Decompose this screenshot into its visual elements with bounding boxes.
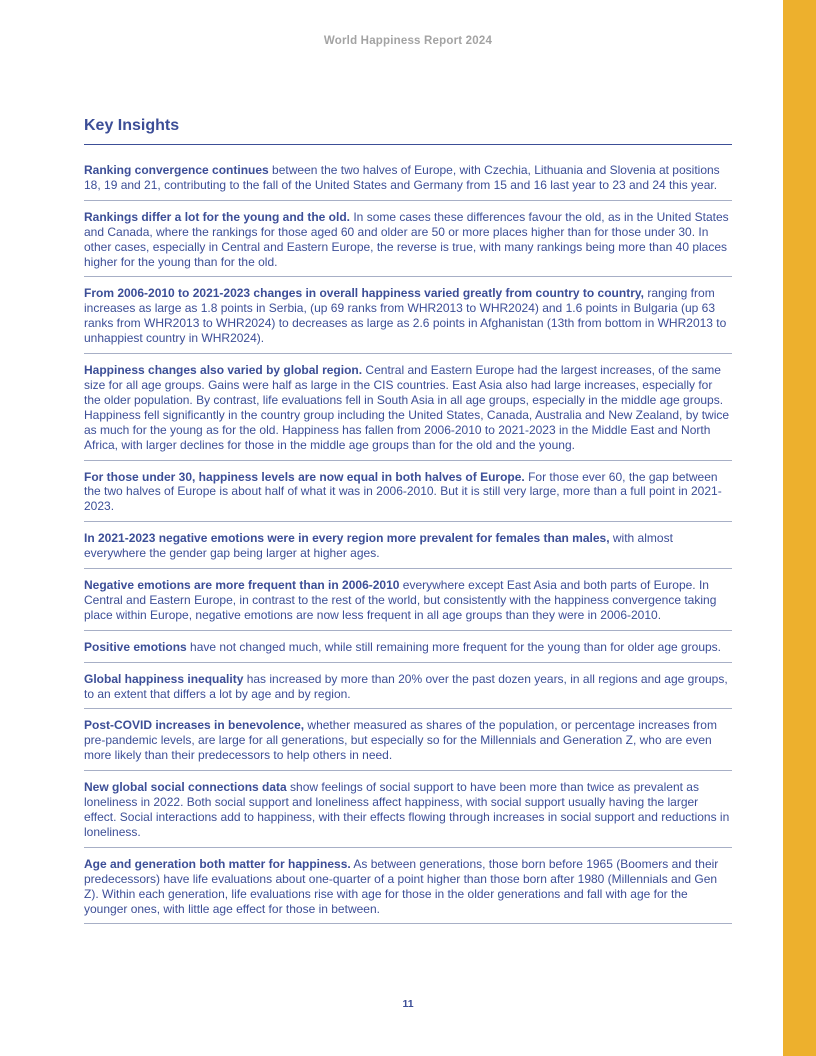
insight-item [84,640,732,663]
insight-body: Central and Eastern Europe had the largest increases, of the same size for all age groups. Gains were half as large in the CIS countries. East Asia also had large increases, especially for the older population. By contrast, life evaluations fell in South Asia in all age groups, especially in the middle age groups. Happiness fell significantly in the country group including the United States, Canada, Australia and New Zealand, by twice as much for the young as for the old. Happiness has fallen from 2006-2010 to 2021-2023 in the Middle East and North Africa, with larger declines for those in the middle age groups than for the old and the young. [84,363,730,452]
insight-item [84,857,732,925]
insight-item [84,780,732,848]
insight-body: has increased by more than 20% over the past dozen years, in all regions and age groups, to an extent that differs a lot by age and by region. [84,671,728,701]
running-header: World Happiness Report 2024 [323,35,493,47]
insight-item [84,210,732,278]
insight-lead: Negative emotions are more frequent than in 2006-2010 [84,578,400,593]
insight-lead: New global social connections data [84,780,287,795]
insight-lead: In 2021-2023 negative emotions were in every region more prevalent for females than males, [84,531,610,546]
insight-body: whether measured as shares of the population, or percentage increases from pre-pandemic levels, are large for all generations, but especially so for the Millennials and Generation Z, who are even more likely than their predecessors to help others in need. [84,718,717,763]
insight-item [84,531,732,569]
insight-lead: From 2006-2010 to 2021-2023 changes in overall happiness varied greatly from country to country, [84,286,644,301]
insight-body: have not changed much, while still remaining more frequent for the young than for older age groups. [186,639,722,654]
insight-item [84,718,732,771]
insight-body: with almost everywhere the gender gap being larger at higher ages. [84,531,673,561]
insight-lead: For those under 30, happiness levels are now equal in both halves of Europe. [84,469,525,484]
section-title: Key Insights [84,117,732,145]
insight-item [84,470,732,523]
insight-body: For those ever 60, the gap between the two halves of Europe is about half of what it was in 2006-2010. But it is still very large, more than a full point in 2021-2023. [84,469,722,514]
insight-item [84,163,732,201]
insight-item [84,363,732,460]
insight-lead: Happiness changes also varied by global region. [84,363,363,378]
insight-body: everywhere except East Asia and both parts of Europe. In Central and Eastern Europe, in contrast to the rest of the world, but consistently with the happiness convergence taking place within Europe, negative emotions are now less frequent in all age groups than they were in 2006-2010. [84,578,717,622]
insight-body: between the two halves of Europe, with Czechia, Lithuania and Slovenia at positions 18, 19 and 21, contributing to the fall of the United States and Germany from 15 and 16 last year to 23 and 24 this year. [84,163,720,192]
main-content [84,117,732,933]
insight-body: show feelings of social support to have been more than twice as prevalent as loneliness in 2022. Both social support and loneliness affect happiness, with social support usually having the larger effect. Social interactions add to happiness, with their effects flowing through increases in social support and reductions in loneliness. [84,780,730,839]
insight-body: ranging from increases as large as 1.8 points in Serbia, (up 69 ranks from WHR2013 to WHR2024) and 1.6 points in Bulgaria (up 63 ranks from WHR2013 to WHR2024) to decreases as large as 2.6 points in Afghanistan (13th from bottom in WHR2013 to unhappiest country in WHR2024). [84,286,727,346]
insight-lead: Post-COVID increases in benevolence, [84,718,305,733]
insight-item [84,672,732,710]
insight-item [84,286,732,354]
insight-lead: Positive emotions [84,639,187,654]
side-accent-bar [783,0,816,1056]
insight-lead: Rankings differ a lot for the young and the old. [84,209,351,224]
insight-body: As between generations, those born before 1965 (Boomers and their predecessors) have life evaluations about one-quarter of a point higher than those born after 1980 (Millennials and Gen Z). Within each generation, life evaluations rise with age for those in the older generations and fall with age for the younger ones, with little age effect for those in between. [84,856,719,916]
insight-item [84,578,732,631]
insight-lead: Ranking convergence continues [84,163,269,177]
insight-body: In some cases these differences favour the old, as in the United States and Canada, where the rankings for those aged 60 and older are 50 or more places higher than for those under 30. In other cases, especially in Central and Eastern Europe, the reverse is true, with many rankings being more than 40 places higher for the young than for the old. [84,209,729,269]
insight-lead: Age and generation both matter for happiness. [84,856,351,871]
insight-lead: Global happiness inequality [84,671,244,686]
page-number: 11 [402,998,414,1010]
